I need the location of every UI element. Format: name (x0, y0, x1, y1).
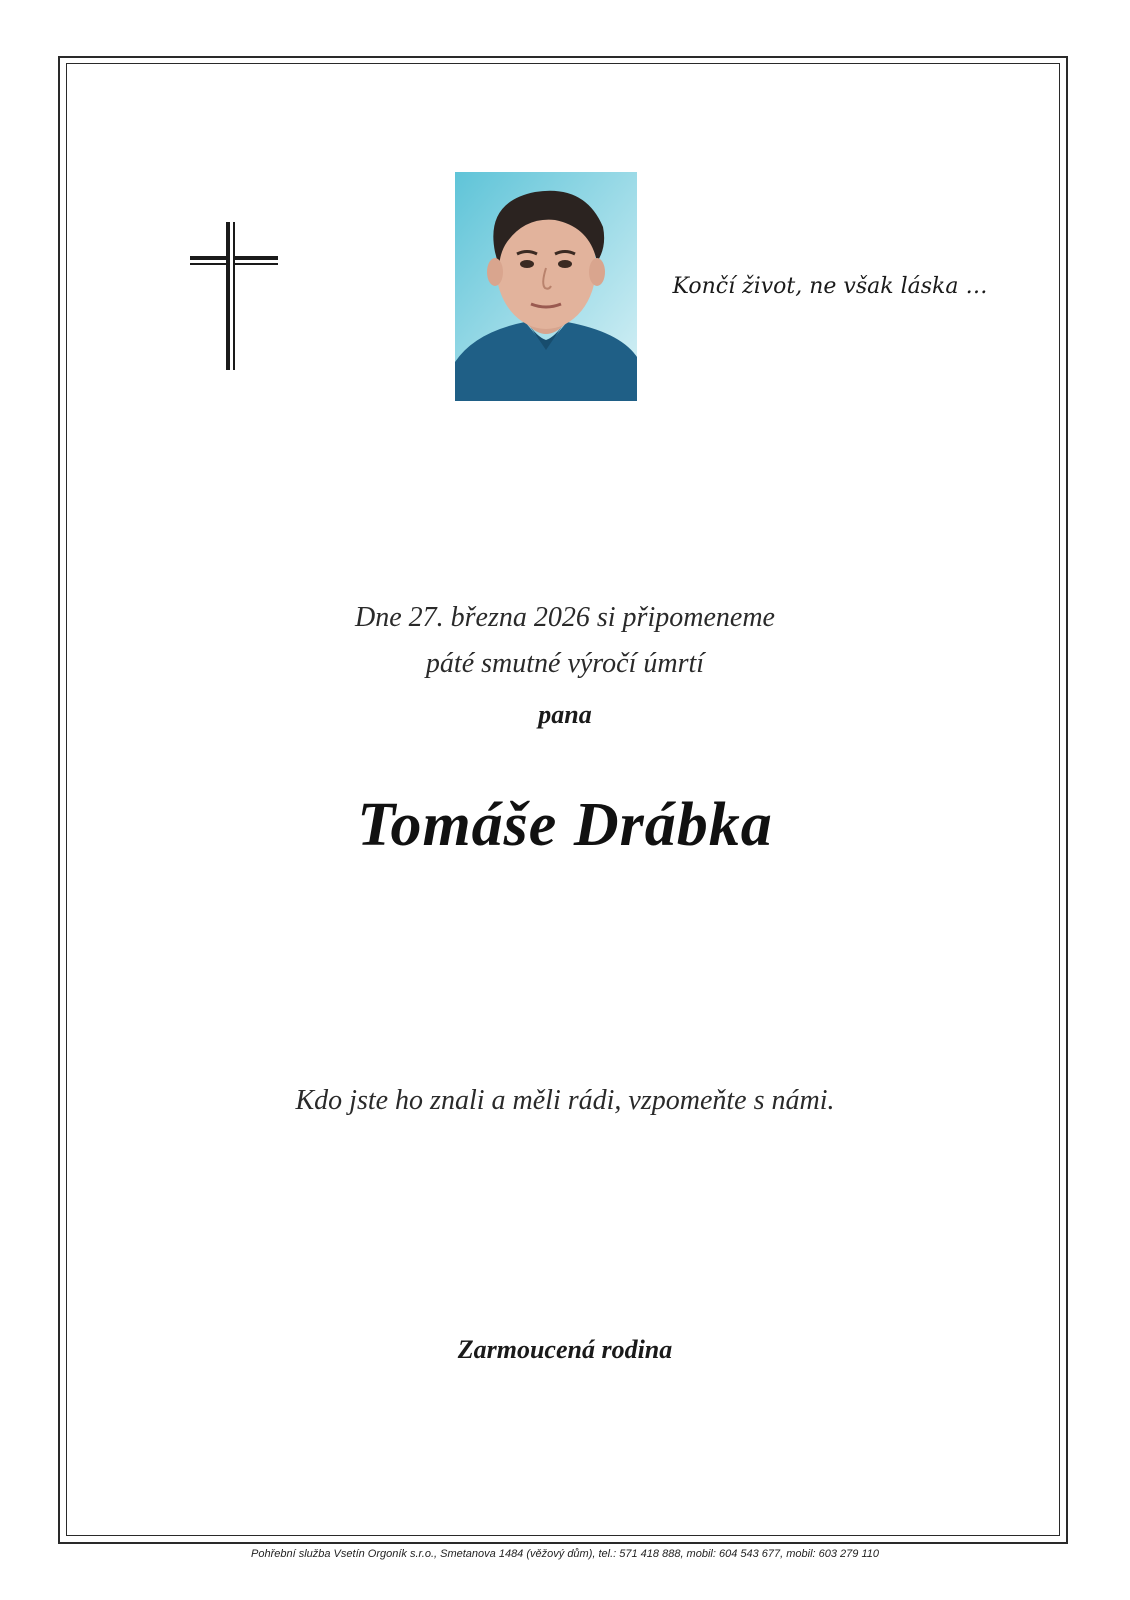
announcement-line-1: Dne 27. března 2026 si připomeneme (355, 602, 775, 633)
portrait-photo (455, 172, 637, 401)
announcement-block (100, 595, 1030, 687)
invitation-text: Kdo jste ho znali a měli rádi, vzpomeňte s námi. (295, 1085, 835, 1116)
deceased-name: Tomáše Drábka (357, 791, 773, 859)
cross-icon (190, 222, 278, 370)
funeral-service-footer: Pohřební služba Vsetín Orgoník s.r.o., Smetanova 1484 (věžový dům), tel.: 571 418 888, mobil: 604 543 677, mobil: 603 279 110 (251, 1548, 879, 1560)
salutation: pana (538, 700, 592, 729)
motto-text: Končí život, ne však láska … (672, 274, 988, 299)
signature: Zarmoucená rodina (457, 1335, 673, 1364)
announcement-line-2: páté smutné výročí úmrtí (425, 648, 705, 679)
